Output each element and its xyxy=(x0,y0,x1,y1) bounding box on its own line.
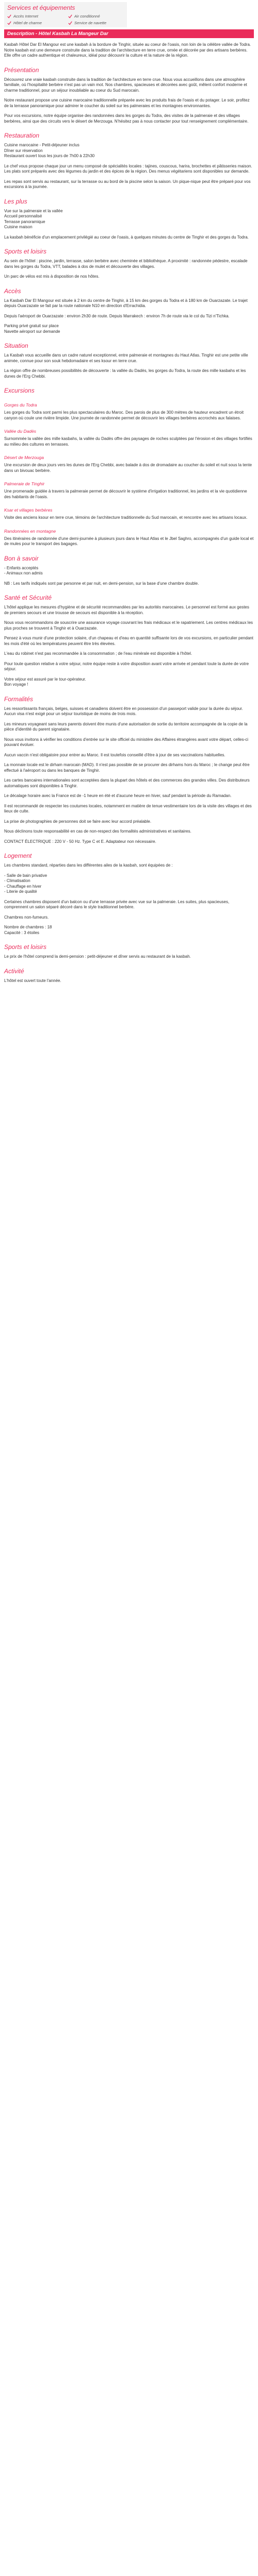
description-header: Description - Hôtel Kasbah La Mangeur Dar xyxy=(4,29,254,38)
page xyxy=(0,0,258,993)
paragraph: Il est recommandé de respecter les coutumes locales, notamment en matière de tenue vestimentaire lors de la visite des villages et des lieux de culte. xyxy=(4,803,252,814)
services-grid xyxy=(7,14,124,25)
paragraph: La Kasbah vous accueille dans un cadre naturel exceptionnel, entre palmeraie et montagnes du Haut Atlas. Tinghir est une petite ville animée, connue pour son souk hebdomadaire et ses ksour en terre crue. xyxy=(4,353,248,363)
paragraph: Au sein de l'hôtel : piscine, jardin, terrasse, salon berbère avec cheminée et bibliothèque. A proximité : randonnée pédestre, escalade dans les gorges du Todra, VTT, balades à dos de mulet et découverte des villages. xyxy=(4,259,248,269)
service-item xyxy=(7,14,63,19)
section-title-acces: Accès xyxy=(4,287,21,295)
text-line: - Chauffage en hiver xyxy=(4,884,42,889)
paragraph: Pour vos excursions, notre équipe organise des randonnées dans les gorges du Todra, des visites de la palmeraie et des villages berbères, ainsi que des circuits vers le désert de Merzouga. N'hésitez pas à nous contacter pour tout renseignement complémentaire. xyxy=(4,113,249,124)
section-title-repas: Sports et loisirs xyxy=(4,943,47,951)
paragraph: Depuis l'aéroport de Ouarzazate : environ 2h30 de route. Depuis Marrakech : environ 7h de route via le col du Tizi n'Tichka. xyxy=(4,313,230,318)
section-title-bon-a-savoir: Bon à savoir xyxy=(4,554,39,562)
intro-text: Kasbah Hôtel Dar El Mangour est une kasbah à la bordure de Tinghir, située au coeur de l'oasis, non loin de la célèbre vallée de Todra. Notre kasbah est une demeure construite dans la tradition de l'architecture en terre crue, ornée et décorée par des artisans berbères. Elle offre un cadre authentique et chaleureux, idéal pour découvrir la culture et la nature de la région. xyxy=(4,42,251,58)
paragraph: L'hôtel applique les mesures d'hygiène et de sécurité recommandées par les autorités marocaines. Le personnel est formé aux gestes de premiers secours et une trousse de secours est disponible à la réception. xyxy=(4,605,249,615)
paragraph: Une excursion de deux jours vers les dunes de l'Erg Chebbi, avec balade à dos de dromadaire au coucher du soleil et nuit sous la tente dans un bivouac berbère. xyxy=(4,463,252,473)
subsection-title: Palmeraie de Tinghir xyxy=(4,481,45,486)
paragraph: Les ressortissants français, belges, suisses et canadiens doivent être en possession d'un passeport valide pour la durée du séjour. Aucun visa n'est exigé pour un séjour touristique de moins de trois mois. xyxy=(4,706,243,716)
text-line: CONTACT ÉLECTRIQUE : 220 V - 50 Hz. Type C et E. Adaptateur non nécessaire. xyxy=(4,839,156,844)
text-line: Parking privé gratuit sur place xyxy=(4,324,59,328)
service-label: Service de navette xyxy=(74,21,107,25)
text-line: - Enfants acceptés xyxy=(4,565,39,570)
services-box xyxy=(4,2,127,27)
check-icon xyxy=(7,21,11,25)
check-icon xyxy=(68,14,72,19)
section-title-situation: Situation xyxy=(4,342,28,349)
paragraph: Visite des anciens ksour en terre crue, témoins de l'architecture traditionnelle du Sud marocain, et rencontre avec les artisans locaux. xyxy=(4,515,248,520)
paragraph: La prise de photographies de personnes doit se faire avec leur accord préalable. xyxy=(4,819,152,824)
section-title-sports: Sports et loisirs xyxy=(4,248,47,255)
text-line: Dîner sur réservation xyxy=(4,148,43,153)
check-icon xyxy=(68,21,72,25)
paragraph: Le prix de l'hôtel comprend la demi-pension : petit-déjeuner et dîner servis au restaurant de la kasbah. xyxy=(4,954,191,959)
paragraph: Découvrez une vraie kasbah construite dans la tradition de l'architecture en terre crue. Nous vous accueillons dans une atmosphère familiale, où l'hospitalité berbère n'est pas un vain mot. Nos chambres, spacieuses et décorées avec goût, mêlent confort moderne et charme traditionnel, pour un séjour inoubliable au coeur du Sud marocain. xyxy=(4,77,247,93)
paragraph: L'hôtel est ouvert toute l'année. xyxy=(4,978,61,983)
paragraph: La Kasbah Dar El Mangour est située à 2 km du centre de Tinghir, à 15 km des gorges du Todra et à 180 km de Ouarzazate. Le trajet depuis Ouarzazate se fait par la route nationale N10 en direction d'Errachidia. xyxy=(4,298,248,308)
paragraph: Les cartes bancaires internationales sont acceptées dans la plupart des hôtels et des commerces des grandes villes. Des distributeurs automatiques sont disponibles à Tinghir. xyxy=(4,778,250,788)
subsection-title: Gorges du Todra xyxy=(4,402,37,408)
text-line: Terrasse panoramique xyxy=(4,219,45,224)
service-label: Hôtel de charme xyxy=(13,21,42,25)
paragraph: Nous vous recommandons de souscrire une assurance voyage couvrant les frais médicaux et le rapatriement. Les centres médicaux les plus proches se trouvent à Tinghir et à Ouarzazate. xyxy=(4,620,253,631)
paragraph: Nous vous invitons à vérifier les conditions d'entrée sur le site officiel du ministère des Affaires étrangères avant votre départ, celles-ci pouvant évoluer. xyxy=(4,737,249,747)
paragraph: Pour toute question relative à votre séjour, notre équipe reste à votre disposition avant votre arrivée et pendant toute la durée de votre séjour. xyxy=(4,661,249,671)
service-label: Air conditionné xyxy=(74,14,100,19)
paragraph: Le chef vous propose chaque jour un menu composé de spécialités locales : tajines, couscous, harira, brochettes et pâtisseries maison. Les plats sont préparés avec des légumes du jardin et des épices de la région. Des menus végétariens sont disponibles sur demande. xyxy=(4,163,252,174)
subsection-title: Désert de Merzouga xyxy=(4,455,44,460)
paragraph: Une promenade guidée à travers la palmeraie permet de découvrir le système d'irrigation traditionnel, les jardins et la vie quotidienne des habitants de l'oasis. xyxy=(4,489,247,499)
section-title-les-plus: Les plus xyxy=(4,197,27,205)
section-title-restauration: Restauration xyxy=(4,132,40,139)
paragraph: Certaines chambres disposent d'un balcon ou d'une terrasse privée avec vue sur la palmeraie. Les suites, plus spacieuses, comprennent un salon séparé décoré dans le style traditionnel berbère. xyxy=(4,899,230,909)
text-line: Cuisine maison xyxy=(4,225,33,229)
section-title-excursions: Excursions xyxy=(4,387,35,394)
paragraph: Nous déclinons toute responsabilité en cas de non-respect des formalités administratives et sanitaires. xyxy=(4,829,191,834)
section-title-logement: Logement xyxy=(4,852,32,859)
text-line: - Climatisation xyxy=(4,878,30,883)
paragraph: Les mineurs voyageant sans leurs parents doivent être munis d'une autorisation de sortie du territoire accompagnée de la copie de la pièce d'identité du parent signataire. xyxy=(4,721,248,732)
text-line: Cuisine marocaine - Petit-déjeuner inclus xyxy=(4,143,79,147)
text-line: Capacité : 3 étoiles xyxy=(4,930,40,935)
paragraph: Les repas sont servis au restaurant, sur la terrasse ou au bord de la piscine selon la saison. Un pique-nique peut être préparé pour vos excursions à la journée. xyxy=(4,179,251,189)
paragraph: Aucun vaccin n'est obligatoire pour entrer au Maroc. Il est toutefois conseillé d'être à jour de ses vaccinations habituelles. xyxy=(4,752,225,757)
paragraph: NB : Les tarifs indiqués sont par personne et par nuit, en demi-pension, sur la base d'une chambre double. xyxy=(4,581,199,586)
paragraph: Surnommée la vallée des mille kasbahs, la vallée du Dadès offre des paysages de roches sculptées par l'érosion et des villages fortifiés au milieu des cultures en terrasses. xyxy=(4,436,252,447)
paragraph: La région offre de nombreuses possibilités de découverte : la vallée du Dadès, les gorges du Todra, la route des mille kasbahs et les dunes de l'Erg Chebbi. xyxy=(4,368,246,379)
text-line: - Animaux non admis xyxy=(4,571,43,575)
paragraph: Un parc de vélos est mis à disposition de nos hôtes. xyxy=(4,274,100,279)
paragraph: Le décalage horaire avec la France est de -1 heure en été et d'aucune heure en hiver, sauf pendant la période du Ramadan. xyxy=(4,793,232,798)
subsection-title: Vallée du Dadès xyxy=(4,429,37,434)
text-line: Votre séjour est assuré par le tour-opérateur. xyxy=(4,676,86,682)
text-line: - Literie de qualité xyxy=(4,889,37,894)
paragraph: La kasbah bénéficie d'un emplacement privilégié au coeur de l'oasis, à quelques minutes du centre de Tinghir et des gorges du Todra. xyxy=(4,234,249,240)
section-title-activite: Activité xyxy=(4,967,24,975)
services-title: Services et équipements xyxy=(7,4,75,11)
subsection-title: Ksar et villages berbères xyxy=(4,507,53,513)
paragraph: L'eau du robinet n'est pas recommandée à la consommation ; de l'eau minérale est disponible à l'hôtel. xyxy=(4,651,192,656)
text-line: Nombre de chambres : 18 xyxy=(4,925,52,929)
paragraph: Les chambres standard, réparties dans les différentes ailes de la kasbah, sont équipées de : xyxy=(4,863,173,868)
text-line: - Salle de bain privative xyxy=(4,873,47,878)
section-title-securite: Santé et Sécurité xyxy=(4,594,52,601)
paragraph: Pensez à vous munir d'une protection solaire, d'un chapeau et d'eau en quantité suffisante lors de vos excursions, en particulier pendant les mois d'été où les températures peuvent être très élevées. xyxy=(4,636,253,646)
text-line: Accueil personnalisé xyxy=(4,214,42,218)
paragraph: Notre restaurant propose une cuisine marocaine traditionnelle préparée avec les produits frais de l'oasis et du potager. Le soir, profitez de la terrasse panoramique pour admirer le coucher du soleil sur les palmeraies et les montagnes environnantes. xyxy=(4,98,250,108)
paragraph: Des itinéraires de randonnée d'une demi-journée à plusieurs jours dans le Haut Atlas et le Jbel Saghro, accompagnés d'un guide local et de mules pour le transport des bagages. xyxy=(4,536,254,546)
check-icon xyxy=(7,14,11,19)
paragraph: La monnaie locale est le dirham marocain (MAD). Il n'est pas possible de se procurer des dirhams hors du Maroc ; le change peut être effectué à l'aéroport ou dans les banques de Tinghir. xyxy=(4,762,250,773)
text-line: Vue sur la palmeraie et la vallée xyxy=(4,208,63,213)
service-label: Accès Internet xyxy=(13,14,38,19)
section-title-presentation: Présentation xyxy=(4,66,39,74)
service-item xyxy=(7,21,63,25)
text-line: Navette aéroport sur demande xyxy=(4,329,60,334)
paragraph: Chambres non-fumeurs. xyxy=(4,914,49,920)
service-item xyxy=(68,21,124,25)
service-item xyxy=(68,14,124,19)
paragraph: Les gorges du Todra sont parmi les plus spectaculaires du Maroc. Des parois de plus de 300 mètres de hauteur encadrent un étroit canyon où coule une rivière limpide. Une journée de randonnée permet de découvrir les villages berbères accrochés aux falaises. xyxy=(4,410,244,420)
text-line: Bon voyage ! xyxy=(4,682,28,687)
subsection-title: Randonnées en montagne xyxy=(4,528,56,534)
text-line: Restaurant ouvert tous les jours de 7h00 à 22h30 xyxy=(4,154,95,158)
section-title-formalites: Formalités xyxy=(4,695,34,703)
